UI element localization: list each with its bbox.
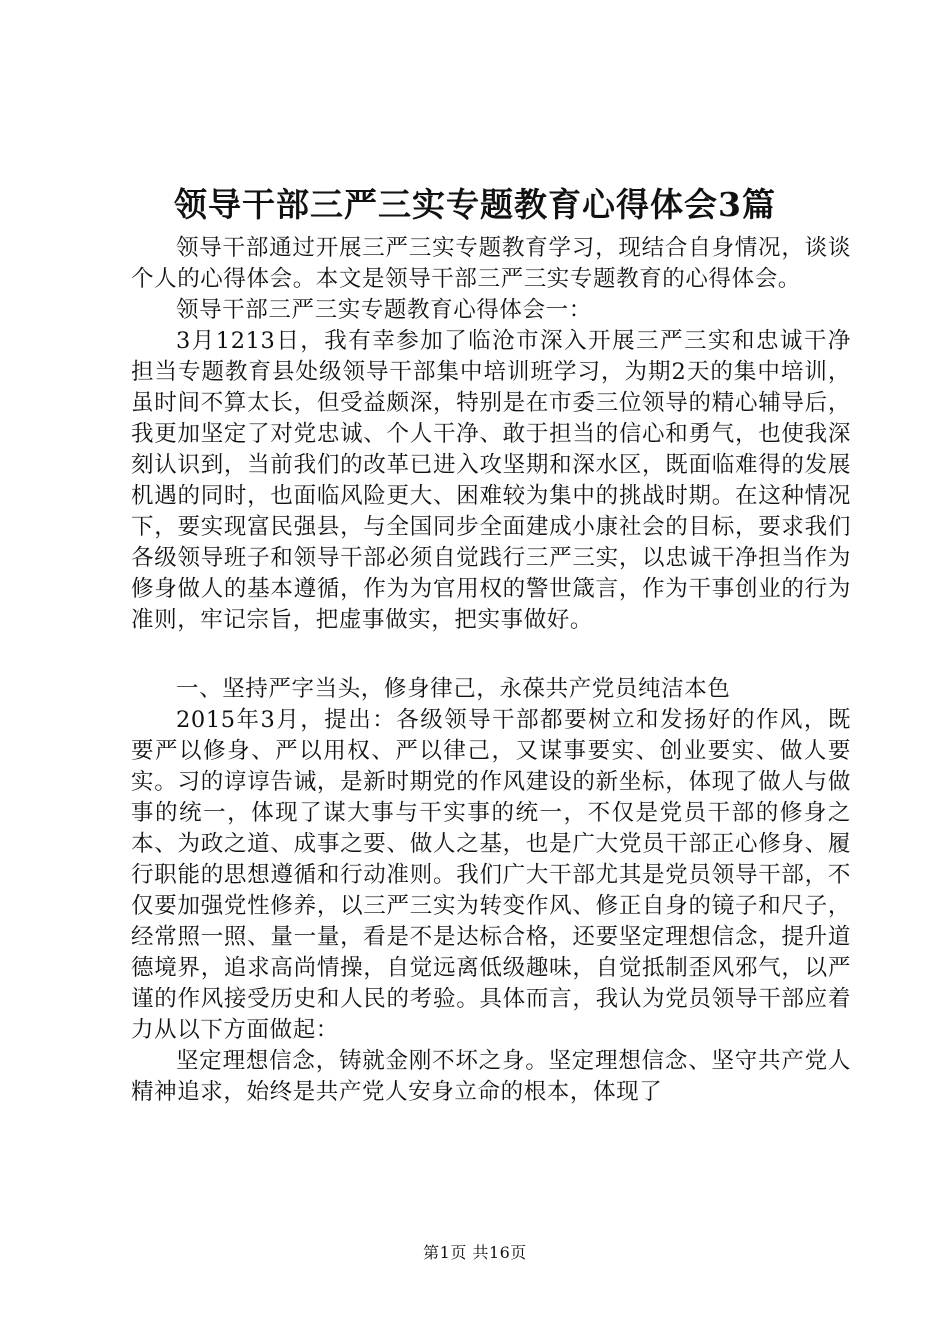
section-heading: 一、坚持严字当头，修身律己，永葆共产党员纯洁本色 bbox=[176, 676, 731, 702]
body-paragraph: 3月1213日，我有幸参加了临沧市深入开展三严三实和忠诚干净担当专题教育县处级领导干部集中培训班学习，为期2天的集中培训，虽时间不算太长，但受益颇深，特别是在市委三位领导的精心辅导后，我更加坚定了对党忠诚、个人干净、敢于担当的信心和勇气，也使我深刻认识到，当前我们的改革已进入攻坚期和深水区，既面临难得的发展机遇的同时，也面临风险更大、困难较为集中的挑战时期。在这种情况下，要实现富民强县，与全国同步全面建成小康社会的目标，要求我们各级领导班子和领导干部必须自觉践行三严三实，以忠诚干净担当作为修身做人的基本遵循，作为为官用权的警世箴言，作为干事创业的行为准则，牢记宗旨，把虚事做实，把实事做好。 bbox=[131, 328, 851, 633]
section-label: 领导干部三严三实专题教育心得体会一： bbox=[176, 297, 592, 323]
body-paragraph: 2015年3月，提出：各级领导干部都要树立和发扬好的作风，既要严以修身、严以用权、严以律己，又谋事要实、创业要实、做人要实。习的谆谆告诫，是新时期党的作风建设的新坐标，体现了做人与做事的统一，体现了谋大事与干实事的统一，不仅是党员干部的修身之本、为政之道、成事之要、做人之基，也是广大党员干部正心修身、履行职能的思想遵循和行动准则。我们广大干部尤其是党员领导干部，不仅要加强党性修养，以三严三实为转变作风、修正自身的镜子和尺子，经常照一照、量一量，看是不是达标合格，还要坚定理想信念，提升道德境界，追求高尚情操，自觉远离低级趣味，自觉抵制歪风邪气，以严谨的作风接受历史和人民的考验。具体而言，我认为党员领导干部应着力从以下方面做起： bbox=[131, 707, 851, 1043]
body-paragraph: 坚定理想信念，铸就金刚不坏之身。坚定理想信念、坚守共产党人精神追求，始终是共产党人安身立命的根本，体现了 bbox=[131, 1048, 851, 1105]
intro-paragraph: 领导干部通过开展三严三实专题教育学习，现结合自身情况，谈谈个人的心得体会。本文是领导干部三严三实专题教育的心得体会。 bbox=[131, 235, 851, 292]
document-body bbox=[131, 233, 851, 1108]
document-title: 领导干部三严三实专题教育心得体会3篇 bbox=[174, 185, 776, 224]
page-number: 第1页 共16页 bbox=[423, 1243, 527, 1262]
